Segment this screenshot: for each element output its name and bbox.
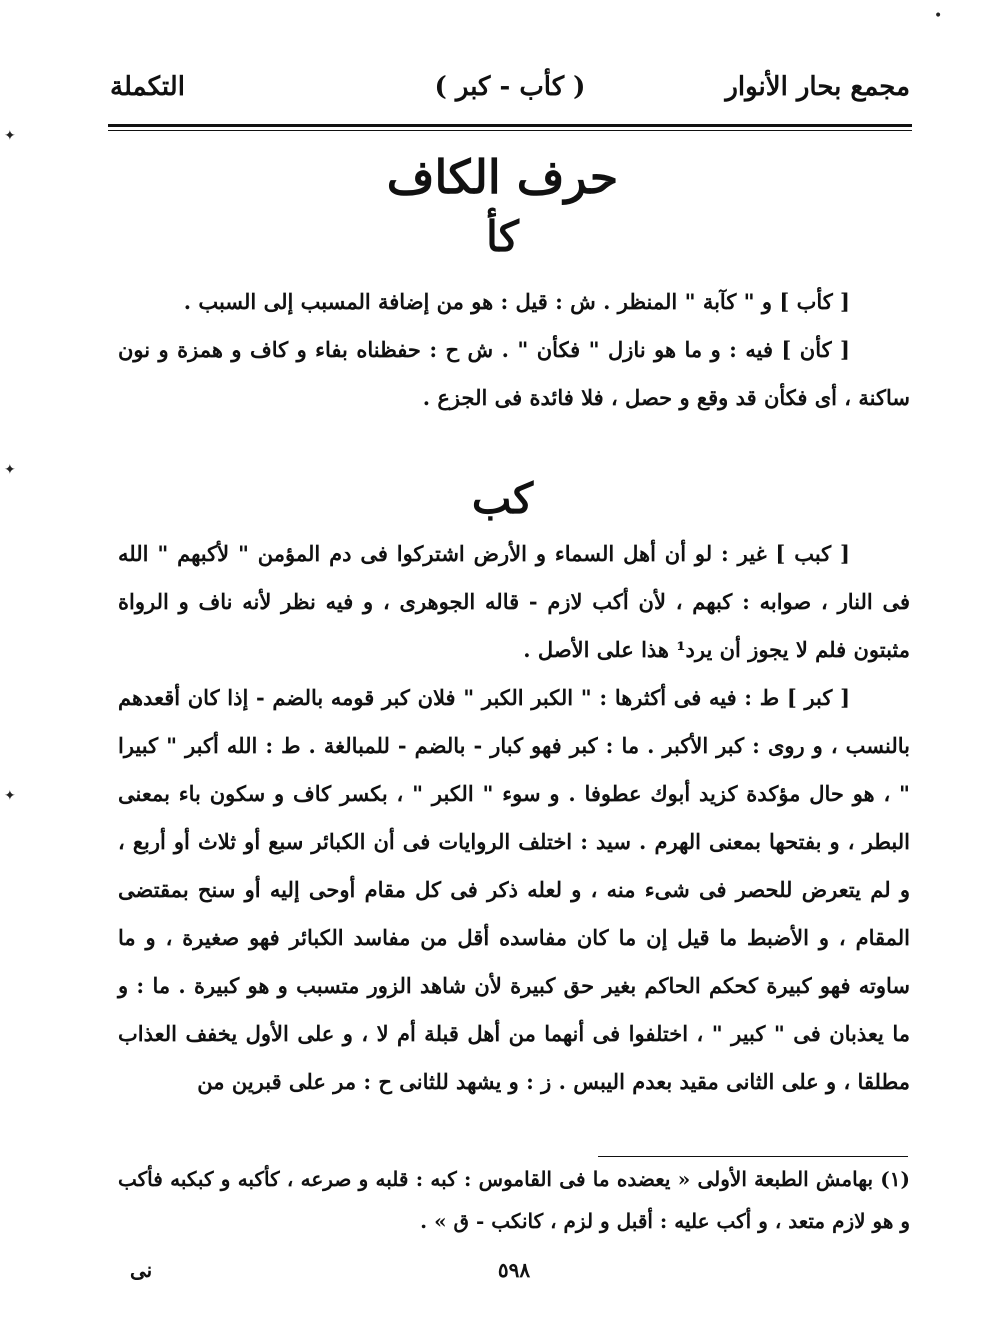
chapter-title: حرف الكاف — [386, 150, 619, 204]
section-ka-body — [118, 278, 910, 422]
running-header — [110, 72, 910, 112]
book-title: مجمع بحار الأنوار — [725, 72, 910, 102]
footnote-text: (١) بهامش الطبعة الأولى « يعضده ما فى القاموس : كبه : قلبه و صرعه ، كأكبه و كبكبه فأكب و هو لازم متعد ، و أكب عليه : أقبل و لزم ، كانكب - ق » . — [118, 1167, 910, 1233]
footnote-rule — [598, 1156, 908, 1157]
entry-kaan: [ كأن ] فيه : و ما هو نازل " فكأن " . ش ح : حفظناه بفاء و كاف و همزة و نون ساكنة ، أى فكأن قد وقع و حصل ، فلا فائدة فى الجزع . — [118, 337, 910, 410]
margin-mark: ✦ — [4, 788, 16, 804]
section-kb-body — [118, 530, 910, 1106]
section-head-ka: كأ — [486, 212, 519, 261]
header-rule-thick — [108, 124, 912, 127]
header-rule-thin — [108, 130, 912, 131]
entry-kaab: [ كأب ] و " كآبة " المنظر . ش : قيل : هو من إضافة المسبب إلى السبب . — [183, 289, 850, 314]
entry-range: ( كأب - كبر ) — [434, 72, 586, 102]
section-head-kb: كب — [471, 474, 534, 523]
entry-kbb: [ كبب ] غير : لو أن أهل السماء و الأرض اشتركوا فى دم المؤمن " لأكبهم " الله فى النار ، صوابه : كبهم ، لأن أكب لازم - قاله الجوهرى ، و فيه نظر لأنه ناف و الرواة مثبتون فلم لا يجوز أن يرد¹ هذا على الأصل . — [118, 541, 910, 662]
margin-dot: • — [934, 8, 943, 24]
entry-kbr: [ كبر ] ط : فيه فى أكثرها : " الكبر الكبر " فلان كبر قومه بالضم - إذا كان أقعدهم بالنسب ، و روى : كبر الأكبر . ما : كبر فهو كبار - بالضم - للمبالغة . ط : الله أكبر " كبيرا " ، هو حال مؤكدة كزيد أبوك عطوفا . و سوء " الكبر " ، بكسر كاف و سكون باء بمعنى البطر ، و بفتحها بمعنى الهرم . سيد : اختلف الروايات فى أن الكبائر سبع أو ثلاث أو أربع ، و لم يتعرض للحصر فى شىء منه ، و لعله ذكر فى كل مقام أوحى إليه أو سنح بمقتضى المقام ، و الأضبط ما قيل إن ما كان مفاسده أقل من مفاسد الكبائر فهو صغيرة ، و ما ساوته فهو كبيرة كحكم الحاكم بغير حق كبيرة لأن شاهد الزور متسبب و هو كبيرة . ما : و ما يعذبان فى " كبير " ، اختلفوا فى أنهما من أهل قبلة أم لا ، و على الأول يخفف العذاب مطلقا ، و على الثانى مقيد بعدم اليبس . ز : و يشهد للثانى ح : مر على قبرين من — [118, 685, 910, 1094]
page-number: ٥٩٨ — [497, 1258, 531, 1282]
margin-mark: ✦ — [4, 128, 16, 144]
margin-mark: ✦ — [4, 462, 16, 478]
signature-mark: نى — [130, 1258, 153, 1282]
page-footer — [118, 1258, 910, 1288]
section-name: التكملة — [110, 72, 185, 102]
footnote — [118, 1158, 910, 1242]
